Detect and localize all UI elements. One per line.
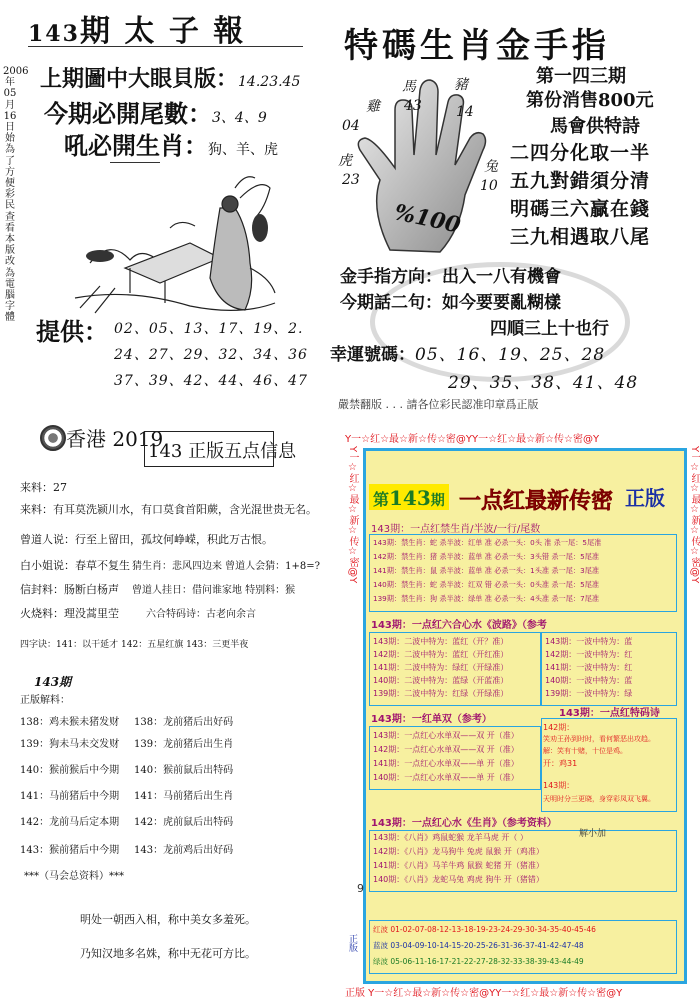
s1-row-2: 142期：禁生肖：猪 杀半波：蓝单 准 必杀一头：3头错 杀一尾：5尾准 <box>373 552 600 561</box>
side-date-char: 腦 <box>5 290 15 302</box>
ink-illustration <box>70 168 280 318</box>
s1-title: 143期：一点红禁生肖/半波/一行/尾数 <box>371 524 541 535</box>
info-line-6: 火烧料：理没蒿里茔 <box>20 607 119 620</box>
s2-left-3: 141期：二波中特为：绿红（开绿准） <box>373 663 509 672</box>
divider-squiggle <box>110 162 160 163</box>
last-issue-value: 14.23.45 <box>238 74 301 90</box>
left-col-5: 142：龙前马后定本期 <box>20 817 120 828</box>
provide-row-1: 02、05、13、17、19、2. <box>114 321 304 337</box>
side-date-char: 始 <box>5 133 15 145</box>
s5-row-1: 143期：《八肖》鸡鼠蛇猴 龙羊马虎 开（ ） <box>373 833 528 842</box>
headline: 一点红最新传密 <box>459 488 614 514</box>
zodiac-label: 吼必開生肖： <box>64 131 208 160</box>
side-date-char: 民 <box>5 200 15 212</box>
right-col-4: 141：马前猪后出生肖 <box>134 791 234 802</box>
price-label: 第份消售800元 <box>526 90 654 111</box>
side-date-char: 日 <box>5 122 15 134</box>
right-col-6: 143：龙前鸡后出好码 <box>134 845 234 856</box>
issue-badge-text <box>373 486 445 510</box>
zodiac-value: 狗、羊、虎 <box>208 142 278 158</box>
finger-num-horse: 43 <box>404 98 422 114</box>
issue-number: 143 <box>389 486 431 510</box>
finger-num-tiger: 23 <box>342 172 360 188</box>
finger-num-rooster: 04 <box>342 118 360 134</box>
talk-line: 今期話二句：如今要要亂糊樣 <box>340 293 561 313</box>
issue-label: 第一四三期 <box>536 66 626 87</box>
last-issue-label: 上期圖中大眼貝版： <box>40 66 239 92</box>
s1-row-3: 141期：禁生肖：鼠 杀半波：蓝单 准 必杀一头：1头准 杀一尾：3尾准 <box>373 566 600 575</box>
direction-line: 金手指方向：出入一八有機會 <box>340 267 561 287</box>
taizi-issue-no: 143 <box>28 21 80 47</box>
closing-poem-1: 明处一朝西入相，称中美女多羞死。 <box>80 913 256 926</box>
four-char-line: 四字诀：141：以干延才 142：五星红旗 143：三更半夜 <box>20 640 249 650</box>
side-line-3: 六合特码诗：古老向余言 <box>146 609 256 620</box>
blue-wave: 蓝波 03-04-09-10-14-15-20-25-26-31-36-37-41-42-47-48 <box>373 941 584 950</box>
side-date-char: 本 <box>5 234 15 246</box>
left-col-1: 138：鸡未猴未猪发财 <box>20 717 120 728</box>
left-col-4: 141：马前猪后中今期 <box>20 791 120 802</box>
finger-animal-tiger: 虎 <box>338 153 352 169</box>
s2-right-1: 143期：一波中特为：蓝 <box>545 637 633 646</box>
s5-row-2: 142期：《八肖》龙马狗牛 兔虎 鼠猴 开（鸡准） <box>373 847 544 856</box>
issue-mark: 143期 <box>34 675 72 689</box>
s4-title: 143期：一点红特码诗 <box>559 708 660 719</box>
left-col-6: 143：猴前猪后中今期 <box>20 845 120 856</box>
side-date-char: 版 <box>5 245 15 257</box>
red-wave: 红波 01-02-07-08-12-13-18-19-23-24-29-30-34-35-40-45-46 <box>373 925 596 934</box>
tail-number-value: 3、4、9 <box>212 110 267 126</box>
s2-title: 143期：一点红六合心水《波路》（参考 <box>371 620 547 631</box>
right-col-2: 139：龙前猪后出生肖 <box>134 739 234 750</box>
side-date-char: 體 <box>5 312 15 324</box>
side-date-char: 彩 <box>5 189 15 201</box>
info-line-4: 白小姐说：春草不复生 <box>20 559 130 572</box>
s3-row-1: 143期：一点红心水单双——双 开（准） <box>373 731 519 740</box>
sponsor-label: 正版解料： <box>20 695 70 706</box>
right-col-5: 142：虎前鼠后出特码 <box>134 817 234 828</box>
yidianhong-panel <box>345 428 700 1004</box>
top-border-text: Y一☆红☆最☆新☆传☆密@YY一☆红☆最☆新☆传☆密@Y <box>345 434 600 445</box>
side-date-char: 為 <box>5 144 15 156</box>
s5-row-4: 140期：《八肖》龙蛇马兔 鸡虎 狗牛 开（猪错） <box>373 875 544 884</box>
info-title: 143 正版五点信息 <box>148 441 297 462</box>
info-line-3: 曾道人说：行至上留田，孤坟何峥嵘，积此万古恨。 <box>20 533 273 546</box>
s1-row-5: 139期：禁生肖：狗 杀半波：绿单 准 必杀一头：4头准 杀一尾：7尾准 <box>373 594 600 603</box>
left-col-3: 140：猴前猴后中今期 <box>20 765 120 776</box>
taizi-title-text: 期 太 子 報 <box>79 14 246 49</box>
issue-suffix: 期 <box>430 493 445 509</box>
s2-left-1: 143期：二波中特为：蓝红（开？准） <box>373 637 509 646</box>
poem-line-1: 二四分化取一半 <box>510 142 651 164</box>
footer-note: ***（马会总资料）*** <box>24 871 124 882</box>
poem-line-2: 五九對錯須分清 <box>510 170 651 192</box>
right-col-1: 138：龙前猪后出好码 <box>134 717 234 728</box>
right-border-text: Y一☆红☆最☆新☆传☆密@Y <box>689 446 700 584</box>
lucky-row-1: 05、16、19、25、28 <box>415 345 606 365</box>
poem-intro: 馬會供特詩 <box>550 116 640 137</box>
stray-handwriting: 解小加 <box>579 829 607 839</box>
s3-title: 143期：一红单双（参考） <box>371 714 492 725</box>
lucky-line <box>330 340 605 365</box>
closing-poem-2: 乃知汉地多名姝，称中无花可方比。 <box>80 947 256 960</box>
s2-right-3: 141期：一波中特为：红 <box>545 663 633 672</box>
s1-row-4: 140期：禁生肖：蛇 杀半波：红双 错 必杀一头：0头准 杀一尾：5尾准 <box>373 580 600 589</box>
talk-line-2: 四順三上十也行 <box>490 319 609 339</box>
poem-line-4: 三九相遇取八尾 <box>510 226 651 248</box>
five-point-panel <box>0 415 345 1004</box>
left-border-stamp: 正版 <box>347 934 357 952</box>
taizi-title-underline <box>28 46 303 47</box>
side-date-char: 改 <box>5 256 15 268</box>
s2-left-2: 142期：二波中特为：蓝红（开红准） <box>373 650 509 659</box>
golden-finger-title: 特碼生肖金手指 <box>344 26 610 66</box>
finger-animal-rooster: 雞 <box>366 99 380 115</box>
s2-left-4: 140期：二波中特为：蓝绿（开蓝准） <box>373 676 509 685</box>
s4-poem-3: 天明时分三更晓，身穿彩凤双飞翼。 <box>543 795 655 803</box>
s4-sub-2: 143期： <box>543 781 575 790</box>
taizi-panel <box>0 0 330 400</box>
side-date-note <box>3 66 29 324</box>
provide-row-3: 37、39、42、44、46、47 <box>114 373 308 389</box>
side-line-1: 猜生肖：悲风四边来 曾道人会猜：1+8=? <box>132 561 321 572</box>
tail-number-line <box>44 94 267 129</box>
s3-row-4: 140期：一点红心水单双——单 开（准） <box>373 773 519 782</box>
logo-icon <box>40 425 66 451</box>
info-line-5: 信封料：肠断白杨声 <box>20 583 119 596</box>
palm-percent: %100 <box>392 199 463 239</box>
s4-poem-2: 解：笑有十赌，十位是鸡。 <box>543 747 627 755</box>
s2-left-5: 139期：二波中特为：红绿（开绿准） <box>373 689 509 698</box>
s4-sub-1: 142期： <box>543 723 575 732</box>
s2-right-2: 142期：一波中特为：红 <box>545 650 633 659</box>
left-border-text: Y一☆红☆最☆新☆传☆密@Y <box>347 446 358 584</box>
side-line-2: 曾道人挂日：借问谁家地 特别料：猴 <box>132 585 296 596</box>
left-col-2: 139：狗未马未交发财 <box>20 739 120 750</box>
finger-animal-horse: 馬 <box>402 79 416 95</box>
provide-label: 提供： <box>36 317 108 346</box>
warning-text: 嚴禁翻版 . . . 請各位彩民認准印章爲正版 <box>338 398 539 411</box>
info-line-2: 来料：有耳莫洗颍川水，有口莫食首阳蕨，含光混世贵无名。 <box>20 503 317 516</box>
s5-title: 143期：一点红心水《生肖》（参考资料） <box>371 818 557 829</box>
side-date-char: 電 <box>5 278 15 290</box>
side-date-char: 為 <box>5 267 15 279</box>
lucky-label: 幸運號碼： <box>330 345 415 365</box>
side-date-char: 看 <box>5 222 15 234</box>
tail-number-label: 今期必開尾數： <box>44 99 212 128</box>
side-date-char: 年 <box>5 77 15 89</box>
s4-answer: 开：鸡31 <box>543 759 578 768</box>
s5-row-3: 141期：《八肖》马羊牛鸡 鼠猴 蛇猪 开（猪准） <box>373 861 544 870</box>
finger-animal-pig: 豬 <box>454 77 468 93</box>
s2-right-4: 140期：一波中特为：蓝 <box>545 676 633 685</box>
zhengban-stamp: 正版 <box>625 486 665 510</box>
lucky-row-2: 29、35、38、41、48 <box>448 373 639 393</box>
last-issue-line <box>40 62 300 93</box>
issue-prefix: 第 <box>373 490 390 509</box>
side-date-char: 05 <box>3 88 17 100</box>
golden-finger-panel <box>330 0 700 410</box>
s2-right-5: 139期：一波中特为：绿 <box>545 689 633 698</box>
side-date-char: 便 <box>5 178 15 190</box>
right-col-3: 140：猴前鼠后出特码 <box>134 765 234 776</box>
side-date-char: 了 <box>5 155 15 167</box>
side-date-char: 方 <box>5 166 15 178</box>
side-date-char: 2006 <box>3 66 29 77</box>
info-line-1: 来料：27 <box>20 481 67 494</box>
taizi-title <box>28 6 245 50</box>
finger-num-pig: 14 <box>456 104 474 120</box>
provide-row-2: 24、27、29、32、34、36 <box>114 347 308 363</box>
s3-row-3: 141期：一点红心水单双——单 开（准） <box>373 759 519 768</box>
s1-row-1: 143期：禁生肖：蛇 杀半波：红单 准 必杀一头：0头 准 杀一尾：5尾准 <box>373 538 602 547</box>
side-date-char: 查 <box>5 211 15 223</box>
bottom-border-text: 正版 Y一☆红☆最☆新☆传☆密@YY一☆红☆最☆新☆传☆密@Y <box>345 988 623 999</box>
green-wave: 绿波 05-06-11-16-17-21-22-27-28-32-33-38-39-43-44-49 <box>373 957 584 966</box>
poem-line-3: 明碼三六贏在錢 <box>510 198 651 220</box>
stray-digit: 9 <box>357 882 364 895</box>
brand-title: 香港 2019 <box>66 427 164 451</box>
zodiac-line <box>64 126 278 161</box>
finger-animal-rabbit: 兔 <box>484 159 498 175</box>
s4-poem-1: 笑劝王孙到时时，看何繁恶出攻趋。 <box>543 735 655 743</box>
s3-row-2: 142期：一点红心水单双——双 开（准） <box>373 745 519 754</box>
finger-num-rabbit: 10 <box>480 178 498 194</box>
side-date-char: 16 <box>3 110 17 122</box>
side-date-char: 月 <box>5 99 15 111</box>
side-date-char: 字 <box>5 301 15 313</box>
